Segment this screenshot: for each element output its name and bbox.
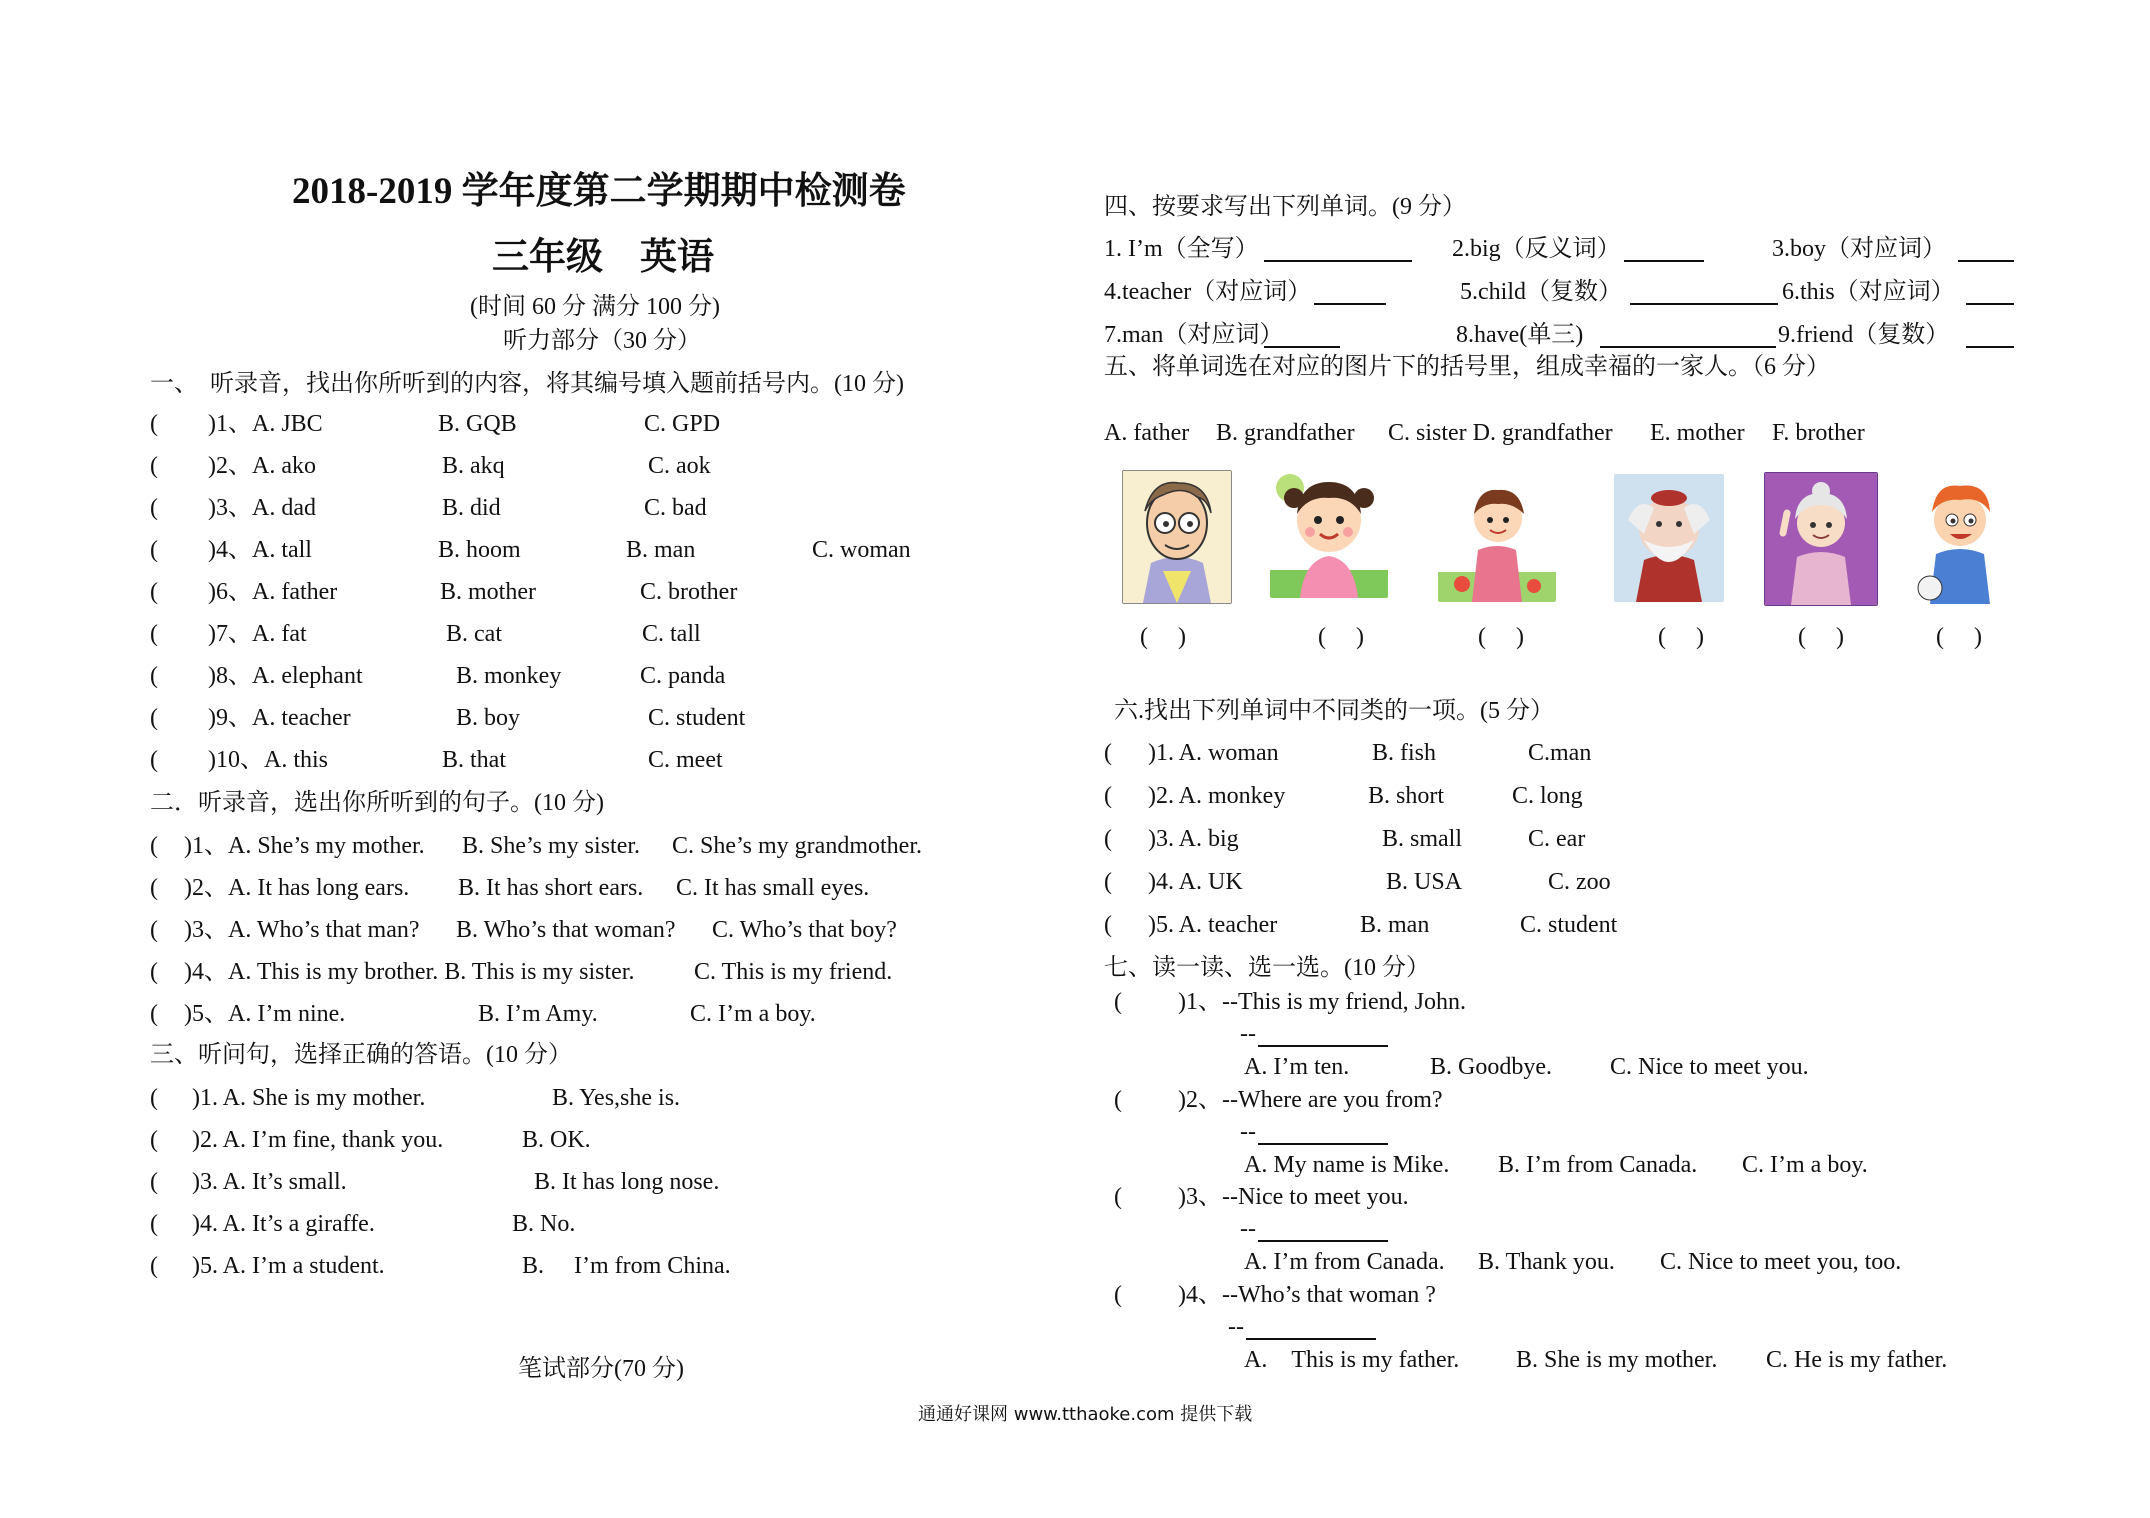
dialogue-response-row	[0, 1214, 2100, 1244]
question-row	[0, 535, 1000, 565]
old-man-doll-picture	[1614, 474, 1724, 602]
question-row	[0, 577, 1000, 607]
answer-paren: (	[1104, 740, 1112, 766]
question-option-a: )2. A. monkey	[1148, 783, 1286, 809]
answer-option-a: A. I’m from Canada.	[1244, 1249, 1445, 1275]
fill-in-prompt: 4.teacher（对应词）	[1104, 279, 1312, 305]
question-option-b: B. did	[442, 495, 501, 521]
word-option: C. sister D. grandfather	[1388, 420, 1613, 446]
answer-blank[interactable]	[1264, 238, 1412, 262]
answer-paren: (	[150, 747, 158, 773]
answer-paren: (	[150, 663, 158, 689]
question-option-a: )8、A. elephant	[208, 663, 363, 689]
answer-option-a: A. I’m ten.	[1244, 1054, 1350, 1080]
answer-paren: (	[150, 1211, 158, 1237]
question-option-a: )6、A. father	[208, 579, 338, 605]
question-option-a: )4. A. UK	[1148, 869, 1243, 895]
answer-paren: (	[150, 1001, 158, 1027]
answer-paren: (	[150, 1253, 158, 1279]
question-option-a: )1. A. woman	[1148, 740, 1279, 766]
dialogue-question-row	[0, 1085, 2100, 1115]
question-row	[0, 781, 2100, 811]
answer-paren: (	[150, 1127, 158, 1153]
question-option-a: )5. A. teacher	[1148, 912, 1278, 938]
answer-blank[interactable]	[1966, 324, 2014, 348]
question-option-b: B. fish	[1372, 740, 1437, 766]
answer-blank[interactable]	[1600, 324, 1776, 348]
dialogue-question-row	[0, 1182, 2100, 1212]
question-row	[0, 493, 1000, 523]
written-part-label: 笔试部分(70 分)	[518, 1356, 684, 1382]
exam-title: 2018-2019 学年度第二学期期中检测卷	[292, 171, 906, 212]
answer-option-c: C. I’m a boy.	[1742, 1152, 1868, 1178]
question-option-b: B. It has long nose.	[534, 1169, 720, 1195]
question-row	[0, 451, 1000, 481]
response-dash: --	[1240, 1119, 1256, 1145]
question-option-b: B. Who’s that woman?	[456, 917, 676, 943]
question-option-a: )7、A. fat	[208, 621, 307, 647]
section-6-heading: 六.找出下列单词中不同类的一项。(5 分）	[1114, 698, 1554, 724]
fill-in-row	[0, 234, 2100, 264]
question-option-b: B. cat	[446, 621, 502, 647]
question-option-b: B. hoom	[438, 537, 521, 563]
answer-paren: (	[150, 1169, 158, 1195]
question-option-b: B. No.	[512, 1211, 576, 1237]
answer-paren: (	[1114, 1087, 1122, 1113]
answer-paren: (	[1114, 989, 1122, 1015]
question-option-c: C. long	[1512, 783, 1583, 809]
question-option-b: B. It has short ears.	[458, 875, 644, 901]
answer-options-row	[0, 1247, 2100, 1277]
dialogue-question-row	[0, 1280, 2100, 1310]
footer-source: 通通好课网 www.tthaoke.com 提供下载	[918, 1404, 1253, 1425]
answer-option-b: B. Goodbye.	[1430, 1054, 1552, 1080]
question-option-c: C. She’s my grandmother.	[672, 833, 922, 859]
fill-in-prompt: 2.big（反义词）	[1452, 236, 1621, 262]
question-option-a: )3. A. big	[1148, 826, 1239, 852]
answer-options-row	[0, 1345, 2100, 1375]
answer-paren: (	[150, 495, 158, 521]
question-option-a: )2. A. I’m fine, thank you.	[192, 1127, 444, 1153]
question-option-b: B. I’m from China.	[522, 1253, 731, 1279]
listening-label: 听力部分（30 分）	[503, 328, 701, 354]
picture-answer-paren[interactable]: ( )	[1798, 624, 1844, 650]
dialogue-response-row	[0, 1019, 2100, 1049]
answer-paren: (	[1114, 1184, 1122, 1210]
question-row	[0, 867, 2100, 897]
question-option-d: C. woman	[812, 537, 911, 563]
fill-in-row	[0, 277, 2100, 307]
question-option-a: )3、A. dad	[208, 495, 316, 521]
question-option-b: B. mother	[440, 579, 536, 605]
question-option-a: )10、A. this	[208, 747, 328, 773]
answer-option-c: C. He is my father.	[1766, 1347, 1948, 1373]
question-option-b: B. akq	[442, 453, 505, 479]
answer-options-row	[0, 1052, 2100, 1082]
fill-in-row	[0, 320, 2100, 350]
sister-picture	[1438, 472, 1556, 602]
section-4-heading: 四、按要求写出下列单词。(9 分）	[1104, 194, 1466, 220]
question-option-b: B. short	[1368, 783, 1445, 809]
answer-option-a: A. This is my father.	[1244, 1347, 1460, 1373]
grandfather-picture	[1122, 470, 1232, 604]
question-option-a: )1、A. She’s my mother.	[184, 833, 425, 859]
answer-paren: (	[150, 621, 158, 647]
dialogue-question-row	[0, 987, 2100, 1017]
question-option-c: C. I’m a boy.	[690, 1001, 816, 1027]
girl-picture	[1270, 458, 1388, 598]
question-option-c: C. zoo	[1548, 869, 1611, 895]
answer-option-c: C. Nice to meet you, too.	[1660, 1249, 1902, 1275]
question-option-c: C. aok	[648, 453, 711, 479]
response-dash: --	[1228, 1314, 1244, 1340]
answer-paren: (	[150, 705, 158, 731]
question-option-c: B. man	[626, 537, 696, 563]
word-option: F. brother	[1772, 420, 1865, 446]
question-option-a: )2、A. ako	[208, 453, 316, 479]
answer-paren: (	[150, 959, 158, 985]
section-5-heading: 五、将单词选在对应的图片下的括号里，组成幸福的一家人。（6 分）	[1104, 354, 1830, 380]
question-option-b: B. monkey	[456, 663, 562, 689]
question-option-c: C. GPD	[644, 411, 721, 437]
time-info: (时间 60 分 满分 100 分)	[470, 294, 720, 320]
answer-paren: (	[1104, 783, 1112, 809]
fill-in-prompt: 8.have(单三)	[1456, 322, 1584, 348]
answer-option-b: B. She is my mother.	[1516, 1347, 1718, 1373]
question-option-b: B. She’s my sister.	[462, 833, 641, 859]
section-3-heading: 三、听问句，选择正确的答语。(10 分）	[150, 1042, 572, 1068]
answer-paren: (	[150, 1085, 158, 1111]
exam-subtitle: 三年级 英语	[492, 237, 714, 278]
question-option-c: C. student	[1520, 912, 1618, 938]
picture-answer-paren[interactable]: ( )	[1318, 624, 1364, 650]
question-option-a: )3. A. It’s small.	[192, 1169, 347, 1195]
question-option-c: C. bad	[644, 495, 707, 521]
answer-paren: (	[1104, 869, 1112, 895]
answer-option-c: C. Nice to meet you.	[1610, 1054, 1809, 1080]
question-option-c: C. panda	[640, 663, 726, 689]
answer-blank[interactable]	[1958, 238, 2014, 262]
question-option-b: B. Yes,she is.	[552, 1085, 681, 1111]
dialogue-response-row	[0, 1117, 2100, 1147]
fill-in-prompt: 5.child（复数）	[1460, 279, 1622, 305]
question-option-b: B. man	[1360, 912, 1430, 938]
question-option-a: )5、A. I’m nine.	[184, 1001, 346, 1027]
answer-paren: (	[150, 833, 158, 859]
word-option: A. father	[1104, 420, 1190, 446]
word-option: E. mother	[1650, 420, 1745, 446]
question-option-c: C.man	[1528, 740, 1592, 766]
response-dash: --	[1240, 1021, 1256, 1047]
answer-paren: (	[150, 411, 158, 437]
question-option-c: C. tall	[642, 621, 701, 647]
answer-options-row	[0, 1150, 2100, 1180]
question-option-c: C. meet	[648, 747, 723, 773]
grandmother-picture	[1764, 472, 1878, 606]
answer-option-a: A. My name is Mike.	[1244, 1152, 1450, 1178]
answer-blank[interactable]	[1264, 324, 1340, 348]
question-option-a: )2、A. It has long ears.	[184, 875, 410, 901]
question-option-c: C. brother	[640, 579, 738, 605]
question-option-a: )9、A. teacher	[208, 705, 351, 731]
question-option-b: B. that	[442, 747, 506, 773]
answer-blank[interactable]	[1630, 281, 1778, 305]
answer-paren: (	[1104, 912, 1112, 938]
section-2-heading: 二．听录音，选出你所听到的句子。(10 分)	[150, 790, 604, 816]
answer-paren: (	[150, 917, 158, 943]
response-blank[interactable]	[1246, 1316, 1376, 1340]
picture-answer-paren[interactable]: ( )	[1478, 624, 1524, 650]
fill-in-prompt: 7.man（对应词）	[1104, 322, 1284, 348]
fill-in-prompt: 6.this（对应词）	[1782, 279, 1955, 305]
word-options-row	[0, 418, 2100, 448]
question-option-b: B. boy	[456, 705, 521, 731]
question-option-b: B. GQB	[438, 411, 517, 437]
picture-answer-paren[interactable]: ( )	[1140, 624, 1186, 650]
word-option: B. grandfather	[1216, 420, 1355, 446]
response-blank[interactable]	[1258, 1023, 1388, 1047]
fill-in-prompt: 3.boy（对应词）	[1772, 236, 1946, 262]
answer-paren: (	[1104, 826, 1112, 852]
question-option-a: )4、A. This is my brother. B. This is my sister.	[184, 959, 635, 985]
question-row	[0, 957, 1000, 987]
section-7-heading: 七、读一读、选一选。(10 分）	[1104, 955, 1430, 981]
question-option-a: )1. A. She is my mother.	[192, 1085, 426, 1111]
answer-paren: (	[150, 579, 158, 605]
question-row	[0, 703, 1000, 733]
question-option-c: C. student	[648, 705, 746, 731]
dialogue-prompt: )1、--This is my friend, John.	[1178, 989, 1466, 1015]
answer-paren: (	[150, 453, 158, 479]
question-row	[0, 824, 2100, 854]
question-option-a: )4. A. It’s a giraffe.	[192, 1211, 375, 1237]
dialogue-prompt: )2、--Where are you from?	[1178, 1087, 1443, 1113]
answer-blank[interactable]	[1966, 281, 2014, 305]
boy-picture	[1914, 472, 2006, 604]
question-row	[0, 661, 1000, 691]
dialogue-response-row	[0, 1312, 2100, 1342]
answer-blank[interactable]	[1624, 238, 1704, 262]
answer-option-b: B. Thank you.	[1478, 1249, 1615, 1275]
question-option-b: B. I’m Amy.	[478, 1001, 598, 1027]
answer-paren: (	[150, 875, 158, 901]
dialogue-prompt: )4、--Who’s that woman ?	[1178, 1282, 1436, 1308]
section-1-heading: 一、 听录音，找出你所听到的内容，将其编号填入题前括号内。(10 分)	[150, 371, 904, 397]
response-dash: --	[1240, 1216, 1256, 1242]
question-option-a: )5. A. I’m a student.	[192, 1253, 385, 1279]
answer-blank[interactable]	[1314, 281, 1386, 305]
response-blank[interactable]	[1258, 1121, 1388, 1145]
picture-answer-row	[0, 622, 2100, 652]
fill-in-prompt: 1. I’m（全写）	[1104, 236, 1259, 262]
question-option-b: B. OK.	[522, 1127, 591, 1153]
question-option-b: B. small	[1382, 826, 1463, 852]
question-row	[0, 738, 2100, 768]
question-option-c: C. It has small eyes.	[676, 875, 870, 901]
question-option-c: C. This is my friend.	[694, 959, 893, 985]
question-option-c: C. Who’s that boy?	[712, 917, 897, 943]
picture-answer-paren[interactable]: ( )	[1658, 624, 1704, 650]
picture-answer-paren[interactable]: ( )	[1936, 624, 1982, 650]
answer-paren: (	[1114, 1282, 1122, 1308]
question-option-a: )4、A. tall	[208, 537, 312, 563]
response-blank[interactable]	[1258, 1218, 1388, 1242]
question-option-c: C. ear	[1528, 826, 1586, 852]
question-option-a: )3、A. Who’s that man?	[184, 917, 420, 943]
fill-in-prompt: 9.friend（复数）	[1778, 322, 1950, 348]
answer-option-b: B. I’m from Canada.	[1498, 1152, 1698, 1178]
answer-paren: (	[150, 537, 158, 563]
question-option-b: B. USA	[1386, 869, 1463, 895]
dialogue-prompt: )3、--Nice to meet you.	[1178, 1184, 1409, 1210]
question-row	[0, 910, 2100, 940]
question-option-a: )1、A. JBC	[208, 411, 323, 437]
